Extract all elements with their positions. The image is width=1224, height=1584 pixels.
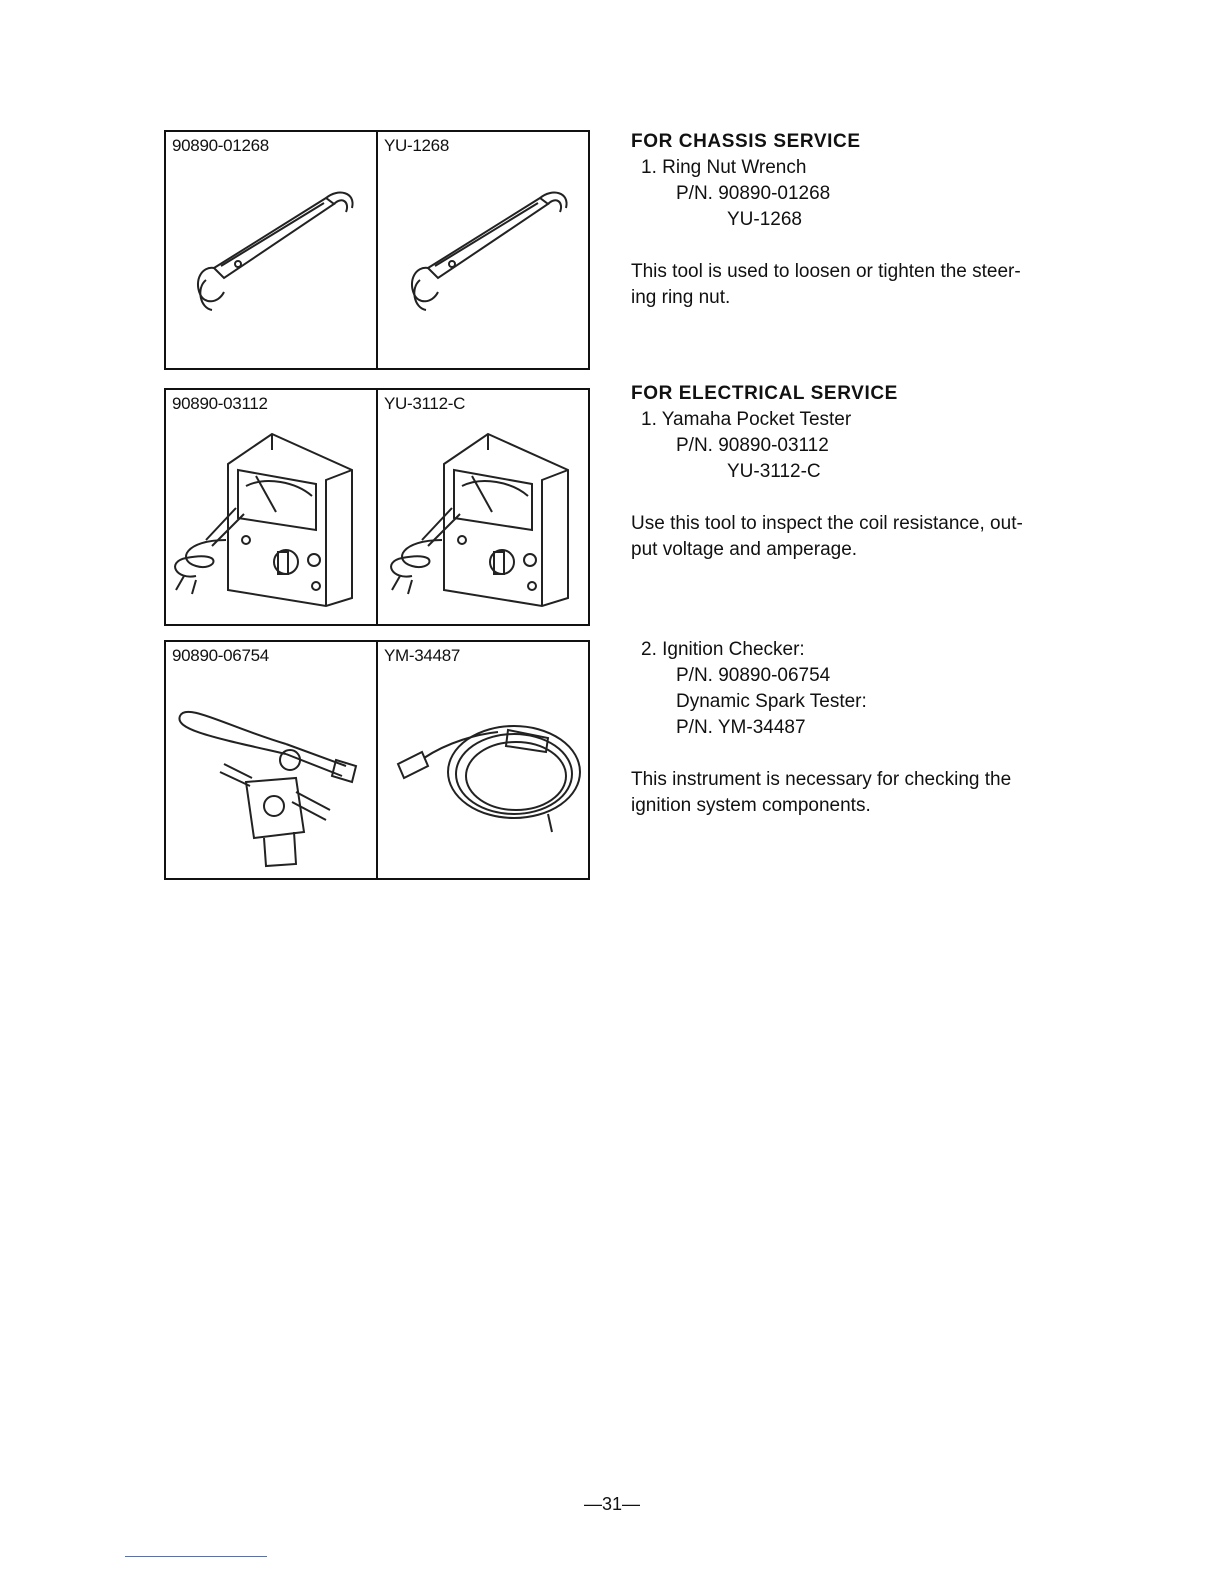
tool-cell-right [376, 390, 588, 624]
part-number: YM-34487 [384, 646, 461, 665]
tool-cell-right [376, 642, 588, 878]
tool-cell-left [166, 390, 376, 624]
page-number: —31— [583, 1494, 641, 1514]
description-line: ing ring nut. [631, 287, 731, 308]
description-line: This tool is used to loosen or tighten the steer- [631, 261, 1021, 282]
ring-nut-wrench-illustration [378, 132, 591, 368]
description [631, 259, 1051, 311]
chassis-service-section [631, 129, 1051, 311]
ignition-checker-illustration [166, 642, 375, 878]
tool-item: 1. Ring Nut Wrench [641, 157, 807, 178]
description-line: ignition system components. [631, 795, 871, 816]
tool-panel-ignition-checker [164, 640, 590, 880]
section-heading: FOR ELECTRICAL SERVICE [631, 383, 898, 404]
part-number: 90890-06754 [172, 646, 269, 665]
tool-item: 2. Ignition Checker: [641, 639, 805, 660]
pocket-tester-illustration [378, 390, 591, 624]
tool-panel-pocket-tester [164, 388, 590, 626]
part-number: 90890-01268 [172, 136, 269, 155]
part-number: 90890-03112 [172, 394, 268, 413]
tool-panel-ring-nut-wrench [164, 130, 590, 370]
ring-nut-wrench-illustration [166, 132, 375, 368]
part-number: YU-3112-C [384, 394, 466, 413]
part-number-line: P/N. 90890-03112 [676, 435, 829, 456]
part-number: YU-1268 [384, 136, 449, 155]
description [631, 767, 1051, 819]
tool-cell-left [166, 132, 376, 368]
part-number-line: YU-1268 [727, 209, 802, 230]
part-number-line: P/N. 90890-06754 [676, 665, 831, 686]
tool-cell-left [166, 642, 376, 878]
part-number-line: YU-3112-C [727, 461, 821, 482]
electrical-service-section [631, 381, 1051, 563]
pocket-tester-illustration [166, 390, 375, 624]
part-number-line: P/N. 90890-01268 [676, 183, 831, 204]
ignition-checker-section [631, 637, 1051, 819]
tool-item: 1. Yamaha Pocket Tester [641, 409, 852, 430]
footer-link-underline [125, 1556, 267, 1557]
description-line: put voltage and amperage. [631, 539, 858, 560]
tool-cell-right [376, 132, 588, 368]
spark-tester-illustration [378, 642, 591, 878]
description [631, 511, 1051, 563]
description-line: Use this tool to inspect the coil resistance, out- [631, 513, 1023, 534]
section-heading: FOR CHASSIS SERVICE [631, 131, 861, 152]
description-line: This instrument is necessary for checking the [631, 769, 1012, 790]
tool-name-line: Dynamic Spark Tester: [676, 691, 867, 712]
part-number-line: P/N. YM-34487 [676, 717, 806, 738]
